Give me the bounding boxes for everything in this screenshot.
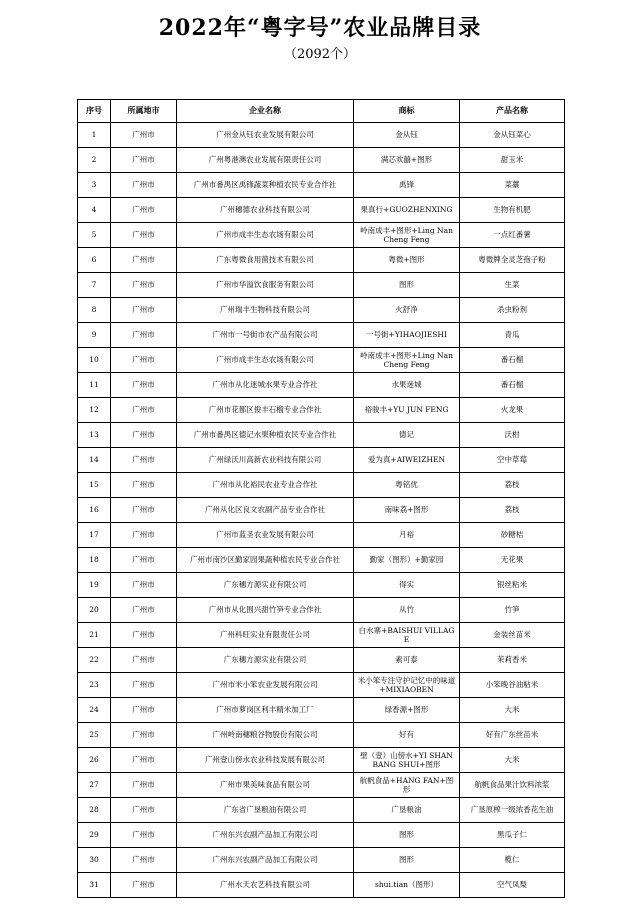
cell-trademark: 德记 — [354, 423, 460, 448]
table-row — [78, 223, 565, 248]
cell-city: 广州市 — [111, 773, 177, 798]
header-row — [78, 100, 565, 123]
cell-city: 广州市 — [111, 673, 177, 698]
cell-company-name: 广州市从化围兴甜竹笋专业合作社 — [177, 598, 354, 623]
table-row — [78, 773, 565, 798]
cell-product-name: 青瓜 — [460, 323, 565, 348]
cell-company-name: 广州市从化迷城水果专业合作社 — [177, 373, 354, 398]
table-row — [78, 573, 565, 598]
table-row — [78, 598, 565, 623]
cell-city: 广州市 — [111, 223, 177, 248]
cell-city: 广州市 — [111, 548, 177, 573]
cell-serial-number: 1 — [78, 123, 111, 148]
cell-serial-number: 10 — [78, 348, 111, 373]
cell-product-name: 番石榴 — [460, 373, 565, 398]
cell-company-name: 广州壹山傍水农业科技发展有限公司 — [177, 748, 354, 773]
cell-trademark: 裕骏丰+YU JUN FENG — [354, 398, 460, 423]
table-row — [78, 423, 565, 448]
cell-company-name: 广东穗方源实业有限公司 — [177, 573, 354, 598]
cell-product-name: 番石榴 — [460, 348, 565, 373]
cell-serial-number: 2 — [78, 148, 111, 173]
cell-product-name: 小笨晚谷油粘米 — [460, 673, 565, 698]
header-serial-number: 序号 — [78, 100, 111, 123]
cell-trademark: 火舒净 — [354, 298, 460, 323]
cell-company-name: 广州市花都区俊丰石榴专业合作社 — [177, 398, 354, 423]
cell-serial-number: 30 — [78, 848, 111, 873]
cell-trademark: 岭南成丰+图形+Ling Nan Cheng Feng — [354, 348, 460, 373]
cell-serial-number: 28 — [78, 798, 111, 823]
cell-trademark: 广垦粮油 — [354, 798, 460, 823]
table-row — [78, 298, 565, 323]
cell-city: 广州市 — [111, 148, 177, 173]
cell-product-name: 榄仁 — [460, 848, 565, 873]
table-row — [78, 273, 565, 298]
cell-trademark: 图形 — [354, 273, 460, 298]
cell-city: 广州市 — [111, 848, 177, 873]
table-row — [78, 373, 565, 398]
cell-company-name: 广州市萝岗区利丰精米加工厂 — [177, 698, 354, 723]
cell-city: 广州市 — [111, 298, 177, 323]
cell-product-name: 砂糖桔 — [460, 523, 565, 548]
brand-catalog-table — [77, 99, 565, 898]
cell-trademark: 白水寨+BAISHUI VILLAGE — [354, 623, 460, 648]
cell-serial-number: 29 — [78, 823, 111, 848]
cell-company-name: 广东省广垦粮油有限公司 — [177, 798, 354, 823]
cell-trademark: 素可泰 — [354, 648, 460, 673]
cell-product-name: 甜玉米 — [460, 148, 565, 173]
cell-company-name: 广州市成丰生态农场有限公司 — [177, 223, 354, 248]
table-row — [78, 473, 565, 498]
cell-city: 广州市 — [111, 398, 177, 423]
cell-trademark: 航帆食品+HANG FAN+图形 — [354, 773, 460, 798]
cell-city: 广州市 — [111, 173, 177, 198]
cell-company-name: 广州市米小笨农业发展有限公司 — [177, 673, 354, 698]
cell-company-name: 广州市蓝圣农业发展有限公司 — [177, 523, 354, 548]
table-row — [78, 823, 565, 848]
cell-product-name: 银丝粘米 — [460, 573, 565, 598]
cell-serial-number: 13 — [78, 423, 111, 448]
cell-serial-number: 19 — [78, 573, 111, 598]
cell-trademark: 勤家（图形）+勤家园 — [354, 548, 460, 573]
cell-company-name: 广州岭南穗粮谷物股份有限公司 — [177, 723, 354, 748]
cell-company-name: 广州市番禺区禹锋蔬菜种植农民专业合作社 — [177, 173, 354, 198]
cell-serial-number: 22 — [78, 648, 111, 673]
cell-serial-number: 26 — [78, 748, 111, 773]
cell-company-name: 广州东兴农副产品加工有限公司 — [177, 823, 354, 848]
cell-trademark: 一号街+YIHAOJIESHI — [354, 323, 460, 348]
cell-city: 广州市 — [111, 798, 177, 823]
cell-trademark: 好有 — [354, 723, 460, 748]
cell-city: 广州市 — [111, 748, 177, 773]
cell-trademark: 图形 — [354, 823, 460, 848]
cell-trademark: 爱为真+AIWEIZHEN — [354, 448, 460, 473]
cell-city: 广州市 — [111, 498, 177, 523]
table-row — [78, 323, 565, 348]
table-row — [78, 873, 565, 898]
cell-city: 广州市 — [111, 573, 177, 598]
cell-product-name: 荔枝 — [460, 498, 565, 523]
cell-product-name: 金装丝苗米 — [460, 623, 565, 648]
cell-city: 广州市 — [111, 448, 177, 473]
cell-serial-number: 4 — [78, 198, 111, 223]
cell-trademark: 月裕 — [354, 523, 460, 548]
cell-city: 广州市 — [111, 873, 177, 898]
cell-city: 广州市 — [111, 698, 177, 723]
cell-company-name: 广州绿沃川高新农业科技有限公司 — [177, 448, 354, 473]
cell-product-name: 一点红番薯 — [460, 223, 565, 248]
cell-serial-number: 9 — [78, 323, 111, 348]
cell-serial-number: 27 — [78, 773, 111, 798]
cell-city: 广州市 — [111, 823, 177, 848]
cell-serial-number: 6 — [78, 248, 111, 273]
header-trademark: 商标 — [354, 100, 460, 123]
cell-product-name: 火龙果 — [460, 398, 565, 423]
cell-product-name: 荔枝 — [460, 473, 565, 498]
table-row — [78, 448, 565, 473]
cell-company-name: 广州市从化裕民农业专业合作社 — [177, 473, 354, 498]
cell-company-name: 广州粤港澳农业发展有限责任公司 — [177, 148, 354, 173]
cell-trademark: 水果迷城 — [354, 373, 460, 398]
cell-company-name: 广州东兴农副产品加工有限公司 — [177, 848, 354, 873]
cell-company-name: 广州市番禺区德记水果种植农民专业合作社 — [177, 423, 354, 448]
cell-product-name: 大米 — [460, 698, 565, 723]
cell-serial-number: 12 — [78, 398, 111, 423]
table-row — [78, 648, 565, 673]
cell-trademark: 绿香源+图形 — [354, 698, 460, 723]
cell-city: 广州市 — [111, 598, 177, 623]
cell-serial-number: 23 — [78, 673, 111, 698]
cell-company-name: 广州市一号街市农产品有限公司 — [177, 323, 354, 348]
cell-trademark: 得实 — [354, 573, 460, 598]
cell-trademark: 果真行+GUOZHENXING — [354, 198, 460, 223]
cell-company-name: 广东粤微食用菌技术有限公司 — [177, 248, 354, 273]
table-row — [78, 198, 565, 223]
cell-serial-number: 5 — [78, 223, 111, 248]
cell-product-name: 菜薹 — [460, 173, 565, 198]
cell-serial-number: 25 — [78, 723, 111, 748]
cell-trademark: 满芯欢囍+图形 — [354, 148, 460, 173]
cell-product-name: 无花果 — [460, 548, 565, 573]
cell-city: 广州市 — [111, 423, 177, 448]
table-row — [78, 248, 565, 273]
table-row — [78, 348, 565, 373]
cell-company-name: 广东穗方源实业有限公司 — [177, 648, 354, 673]
cell-product-name: 航帆食品果汁饮料浓浆 — [460, 773, 565, 798]
cell-serial-number: 16 — [78, 498, 111, 523]
cell-company-name: 广州市成丰生态农场有限公司 — [177, 348, 354, 373]
document-title: 2022年“粤字号”农业品牌目录 — [158, 15, 482, 41]
cell-city: 广州市 — [111, 648, 177, 673]
table-header — [78, 100, 565, 123]
table-row — [78, 398, 565, 423]
cell-serial-number: 18 — [78, 548, 111, 573]
cell-city: 广州市 — [111, 123, 177, 148]
cell-city: 广州市 — [111, 473, 177, 498]
cell-serial-number: 17 — [78, 523, 111, 548]
cell-trademark: 南味荔+图形 — [354, 498, 460, 523]
table-row — [78, 848, 565, 873]
cell-trademark: shui.tian（图形） — [354, 873, 460, 898]
cell-serial-number: 21 — [78, 623, 111, 648]
table-row — [78, 523, 565, 548]
cell-company-name: 广州瑞丰生物科技有限公司 — [177, 298, 354, 323]
cell-trademark: 岭南成丰+图形+Ling Nan Cheng Feng — [354, 223, 460, 248]
cell-product-name: 茉莉香米 — [460, 648, 565, 673]
cell-company-name: 广州市华溢饮食服务有限公司 — [177, 273, 354, 298]
cell-serial-number: 20 — [78, 598, 111, 623]
table-row — [78, 498, 565, 523]
cell-trademark: 粤微+图形 — [354, 248, 460, 273]
cell-company-name: 广州穗德农业科技有限公司 — [177, 198, 354, 223]
cell-product-name: 广垦原榨一级浓香花生油 — [460, 798, 565, 823]
table-row — [78, 173, 565, 198]
document-subtitle: （2092个） — [283, 47, 357, 62]
cell-company-name: 广州市果美味食品有限公司 — [177, 773, 354, 798]
cell-city: 广州市 — [111, 623, 177, 648]
cell-product-name: 空气凤梨 — [460, 873, 565, 898]
header-city: 所属地市 — [111, 100, 177, 123]
table-row — [78, 623, 565, 648]
cell-trademark: 粤铭优 — [354, 473, 460, 498]
cell-serial-number: 11 — [78, 373, 111, 398]
header-company-name: 企业名称 — [177, 100, 354, 123]
cell-product-name: 金从钰菜心 — [460, 123, 565, 148]
cell-product-name: 黑瓜子仁 — [460, 823, 565, 848]
table-row — [78, 723, 565, 748]
cell-city: 广州市 — [111, 323, 177, 348]
cell-city: 广州市 — [111, 198, 177, 223]
cell-product-name: 大米 — [460, 748, 565, 773]
cell-city: 广州市 — [111, 348, 177, 373]
cell-product-name: 好有广东丝苗米 — [460, 723, 565, 748]
table-row — [78, 748, 565, 773]
cell-serial-number: 7 — [78, 273, 111, 298]
table-row — [78, 548, 565, 573]
cell-product-name: 粤微牌全灵芝孢子粉 — [460, 248, 565, 273]
cell-product-name: 生菜 — [460, 273, 565, 298]
cell-company-name: 广州科旺实业有限责任公司 — [177, 623, 354, 648]
cell-city: 广州市 — [111, 273, 177, 298]
cell-city: 广州市 — [111, 248, 177, 273]
cell-trademark: 米小笨专注守护记忆中的味道+MIXIAOBEN — [354, 673, 460, 698]
cell-serial-number: 31 — [78, 873, 111, 898]
cell-trademark: 图形 — [354, 848, 460, 873]
table-row — [78, 698, 565, 723]
cell-trademark: 壁（壹）山傍水+YI SHAN BANG SHUI+图形 — [354, 748, 460, 773]
cell-company-name: 广州市南沙区勤家园果蔬种植农民专业合作社 — [177, 548, 354, 573]
table-row — [78, 673, 565, 698]
cell-serial-number: 3 — [78, 173, 111, 198]
header-product-name: 产品名称 — [460, 100, 565, 123]
table-body — [78, 123, 565, 898]
cell-product-name: 杀虫粉剂 — [460, 298, 565, 323]
cell-city: 广州市 — [111, 373, 177, 398]
table-row — [78, 123, 565, 148]
cell-trademark: 禹锋 — [354, 173, 460, 198]
cell-company-name: 广州金从钰农业发展有限公司 — [177, 123, 354, 148]
cell-serial-number: 15 — [78, 473, 111, 498]
table-row — [78, 798, 565, 823]
cell-company-name: 广州水天农艺科技有限公司 — [177, 873, 354, 898]
table-row — [78, 148, 565, 173]
cell-serial-number: 24 — [78, 698, 111, 723]
cell-product-name: 生物有机肥 — [460, 198, 565, 223]
cell-trademark: 从竹 — [354, 598, 460, 623]
cell-serial-number: 8 — [78, 298, 111, 323]
cell-trademark: 金从钰 — [354, 123, 460, 148]
cell-company-name: 广州从化区良文农副产品专业合作社 — [177, 498, 354, 523]
cell-product-name: 竹笋 — [460, 598, 565, 623]
cell-product-name: 空中草莓 — [460, 448, 565, 473]
cell-product-name: 沃柑 — [460, 423, 565, 448]
cell-city: 广州市 — [111, 523, 177, 548]
cell-serial-number: 14 — [78, 448, 111, 473]
cell-city: 广州市 — [111, 723, 177, 748]
